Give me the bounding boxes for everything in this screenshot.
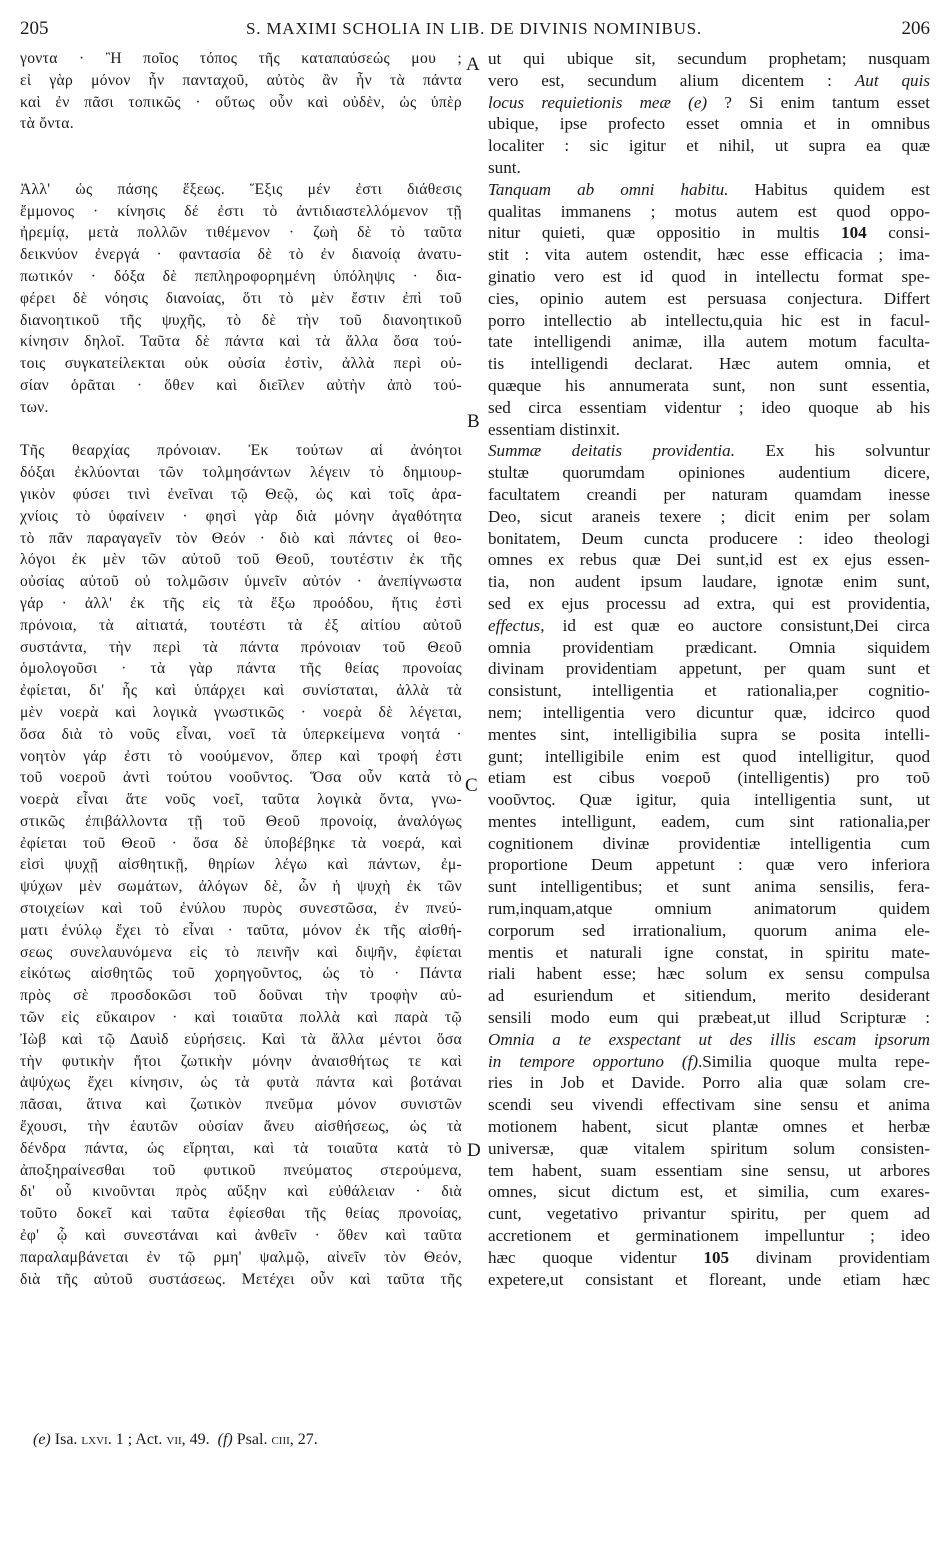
latin-text-line: omnes ex rebus quæ Dei sunt,id est ex ejus essen- — [488, 550, 930, 570]
latin-text-line: qualitas immanens ; motus autem est quod oppo- — [488, 201, 930, 221]
latin-text-line: sunt. — [488, 157, 521, 177]
latin-text-line: quæque his annumerata sunt, non sunt essentia, — [488, 375, 930, 395]
greek-text-line: μὲν νοερὰ καὶ λογικὰ γνωστικῶς · νοερὰ δὲ λέγεται, — [20, 703, 462, 721]
greek-text-line: ψύχων μὲν σωμάτων, ἀλόγων δὲ, ὧν ἡ ψυχὴ ἐκ τῶν — [20, 878, 462, 896]
greek-text-line: ἐφ' ᾧ καὶ συνεστάναι καὶ ἀνθεῖν · ὅθεν καὶ ταῦτα — [20, 1227, 462, 1245]
latin-text-line: rum,inquam,atque omnium animatorum quidem — [488, 899, 930, 919]
latin-text-line: Deo, sicut araneis texere ; dicit enim per solam — [488, 506, 930, 526]
greek-text-line: εἰκότως αἰσθητῶς τοῦ χορηγοῦντος, ὡς τὸ · Πάντα — [20, 965, 462, 983]
greek-text-line: Τῆς θεαρχίας πρόνοιαν. Ἐκ τούτων αἱ ἀνόητοι — [20, 442, 462, 460]
latin-text-line: stit : vita autem ostendit, hæc esse efficacia ; ima- — [488, 245, 930, 265]
margin-marker-b: B — [467, 411, 480, 432]
greek-text-line: λόγοι ἐκ μὲν τῶν αὐτοῦ τοῦ Θεοῦ, τουτέστιν ἐκ τῆς — [20, 551, 462, 569]
greek-text-line: νοητὸν γάρ ἐστι τὸ νοούμενον, ὅπερ καὶ τροφή ἐστι — [20, 747, 462, 765]
latin-text-line: Omnia a te exspectant ut des illis escam ipsorum — [488, 1029, 930, 1049]
latin-text-line: divinam providentiam appetunt, per quam sunt et — [488, 659, 930, 679]
latin-text-line: in tempore opportuno (f).Similia quoque multa repe- — [488, 1051, 930, 1071]
greek-text-line: ἐφίεται, δι' ἧς καὶ ὑπάρχει καὶ συνίσταται, ἀλλὰ τὰ — [20, 682, 462, 700]
page-header — [0, 18, 948, 42]
greek-text-line: ὁμολογοῦσι · τὰ γὰρ πάντα τῆς θείας προνοίας — [20, 660, 462, 678]
latin-text-line: ubique, ipse profecto esset omnia et in omnibus — [488, 114, 930, 134]
greek-text-line — [20, 419, 462, 441]
greek-text-line — [20, 157, 462, 179]
greek-text-line: τὴν φυτικὴν ἤτοι ζωτικὴν μόνην ἀναισθήτως τε καὶ — [20, 1052, 462, 1070]
latin-text-line: bonitatem, Deum cuncta producere : ideo theologi — [488, 528, 930, 548]
footnote: (e) Isa. lxvi. 1 ; Act. vii, 49. (f) Psal. ciii, 27. — [33, 1431, 318, 1448]
greek-text-line: οὐσίας αὐτοῦ οὐ τολμῶσιν ὑμνεῖν αὐτόν · ἀνεπίγνωστα — [20, 573, 462, 591]
greek-text-line: πρόνοια, τὰ αἰτιατά, τουτέστι τὰ ἐξ αἰτίου αὐτοῦ — [20, 616, 462, 634]
greek-text-line: τοῦτο δοκεῖ καὶ ταῦτα ἐφίεσθαι τῆς θείας προνοίας, — [20, 1205, 462, 1223]
greek-text-line: ματι ἐνύλῳ ἔχει τὸ εἶναι · ταῦτα, μόνον ἐκ τῆς αἰσθή- — [20, 921, 462, 939]
greek-text-line: φέρει δὲ νόησις διανοίας, ὅτι τὸ μὲν ἔστιν ἐπὶ τοῦ — [20, 289, 462, 307]
greek-text-line: στικῶς ἐπιβάλλοντα τῇ τοῦ Θεοῦ προνοίᾳ, ἀναλόγως — [20, 812, 462, 830]
greek-text-line: τῶν εἰς εὔκαιρον · καὶ τοιαῦτα πολλὰ καὶ παρὰ τῷ — [20, 1009, 462, 1027]
latin-text-line: νοοῦντος. Quæ igitur, quia intelligentia sunt, ut — [488, 790, 930, 810]
greek-text-line: νοερὰ εἶναι ἅτε νοῦς νοεῖ, ταῦτα λογικὰ ὄντα, γνω- — [20, 791, 462, 809]
greek-column — [20, 48, 462, 1290]
greek-text-line: τὰ ὄντα. — [20, 115, 74, 133]
latin-text-line: proportione Deum appetunt : quæ vero inferiora — [488, 855, 930, 875]
latin-text-line: vero est, secundum alium dicentem : Aut quis — [488, 70, 930, 90]
greek-text-line: γοντα · Ἢ ποῖος τόπος τῆς καταπαύσεώς μου ; — [20, 50, 462, 67]
latin-text-line: mentis et naturali igne constat, in spiritu mate- — [488, 942, 930, 962]
latin-text-line: cognitionem divinæ providentiæ intelligentia cum — [488, 833, 930, 853]
greek-text-line: ἐφίεται τοῦ Θεοῦ · ὅσα δὲ ὑποβέβηκε τὰ νοερά, καὶ — [20, 834, 462, 852]
greek-text-line: γικὸν φύσει τινὶ ἐνεῖναι τῷ Θεῷ, ὡς καὶ τοῖς ἀρα- — [20, 485, 462, 503]
greek-text-line: πωτικόν · δόξα δὲ πεπληροφορημένη ὑπόληψις · δια- — [20, 267, 462, 285]
greek-text-line: πᾶσαι, ἅτινα καὶ ζωτικὸν πνεῦμα μόνον συνιστῶν — [20, 1096, 462, 1114]
latin-text-line: tis intelligendi declarat. Hæc autem omnia, et — [488, 354, 930, 374]
page-number-right: 206 — [901, 18, 930, 39]
latin-text-line: ries in Job et Davide. Porro alia quæ solam cre- — [488, 1073, 930, 1093]
greek-text-line: ἔμμονος · κίνησις δέ ἐστι τὸ ἀντιδιαστελλόμενον τῇ — [20, 202, 462, 220]
greek-text-line: εἰσὶ ψυχῇ αἰσθητικῇ, θηρίων λέγω καὶ πάντων, ἐμ- — [20, 856, 462, 874]
greek-text-line: δι' οὗ κινοῦνται πρὸς αὔξην καὶ εὐθάλειαν · διὰ — [20, 1183, 462, 1201]
latin-text-line: scendi seu vivendi effectivam sine sensu et anima — [488, 1095, 930, 1115]
greek-text-line: δόξαι ἐκλύονται τῶν τολμησάντων λέγειν τὸ δημιουρ- — [20, 464, 462, 482]
page-number-left: 205 — [20, 18, 49, 39]
greek-text-line: γάρ · ἀλλ' ἐκ τῆς εἰς τὰ ἔξω προόδου, ἥτις ἐστὶ — [20, 594, 462, 612]
latin-text-line: sed circa essentiam videntur ; ideo quoque ab his — [488, 397, 930, 417]
greek-text-line: συστάντα, τὴν περὶ τὰ πάντα πρόνοιαν τοῦ Θεοῦ — [20, 638, 462, 656]
latin-text-line: tem habent, suam essentiam sine sensu, ut arbores — [488, 1160, 930, 1180]
latin-text-line: cunt, vegetativo privantur spiritu, per quem ad — [488, 1204, 930, 1224]
greek-text-line: τοῦ νοεροῦ ἀντὶ τούτου νοοῦντος. Ὅσα οὖν κατὰ τὸ — [20, 769, 462, 787]
latin-text-line: Tanquam ab omni habitu. Habitus quidem est — [488, 179, 930, 199]
latin-text-line: tate intelligendi animæ, illa autem motum faculta- — [488, 332, 930, 352]
latin-text-line: etiam est cibus νοεροῦ (intelligentis) pro τοῦ — [488, 768, 930, 788]
latin-text-line: locus requietionis meæ (e) ? Si enim tantum esset — [488, 92, 930, 112]
greek-text-line: τοις συγκατείλεκται οὐκ οὐσία ἐστὶν, ἀλλὰ περὶ οὐ- — [20, 355, 462, 373]
latin-text-line: sed ex ejus processu ad extra, qui est providentia, — [488, 593, 930, 613]
latin-text-line: mentes intelligunt, eadem, cum sint rationalia,per — [488, 811, 930, 831]
latin-text-line: ut qui ubique sit, secundum prophetam; nusquam — [488, 49, 930, 68]
latin-text-line: sensili modo eum qui præbeat,ut illud Scripturæ : — [488, 1008, 930, 1028]
greek-text-line: σίαν ὁρᾶται · ὅθεν καὶ διεῖλεν αὐτὴν ἀπὸ τού- — [20, 376, 462, 394]
margin-marker-a: A — [466, 54, 480, 75]
greek-text-line: Ἰὼβ καὶ τῷ Δαυὶδ εὑρήσεις. Καὶ τὰ ἄλλα μέντοι ὅσα — [20, 1030, 462, 1048]
latin-text-line: facultatem creandi per naturam quamdam inesse — [488, 484, 930, 504]
greek-text-line: καὶ ἐν πᾶσι τοπικῶς · οὕτως οὖν καὶ οὐδὲν, ὡς ὑπὲρ — [20, 93, 462, 111]
running-title: S. MAXIMI SCHOLIA IN LIB. DE DIVINIS NOMINIBUS. — [246, 19, 702, 38]
latin-text-line: corporum sed irrationalium, quorum anima ele- — [488, 920, 930, 940]
greek-text-line: ὅσα διὰ τὸ νοῦς εἶναι, νοεῖ τὰ ὑπερκείμενα νοητά · — [20, 725, 462, 743]
latin-text-line: tia, non audent ipsum laudare, ignotæ enim sunt, — [488, 572, 930, 592]
latin-text-line: accretionem et germinationem impelluntur ; ideo — [488, 1226, 930, 1246]
greek-text-line: εἰ γὰρ μόνον ἦν πανταχοῦ, αὐτὸς ἂν ἦν τὰ πάντα — [20, 71, 462, 89]
greek-text-line: διὰ τῆς αὐτοῦ συστάσεως. Μετέχει οὖν καὶ ταῦτα τῆς — [20, 1270, 462, 1288]
greek-text-line: χνίοις τὸ ὑφαίνειν · φησὶ γὰρ διὰ μόνην ἀγαθότητα — [20, 507, 462, 525]
greek-text-line: κίνησιν δηλοῖ. Ταῦτα δὲ πάντα καὶ τὰ ἄλλα ὅσα τού- — [20, 333, 462, 351]
latin-text-line: motionem habent, sicut plantæ omnes et herbæ — [488, 1117, 930, 1137]
latin-text-line: porro intellectio ab intellectu,quia hic est in facul- — [488, 310, 930, 330]
latin-column — [488, 48, 930, 1290]
latin-text-line: ginatio vero est id quod in intellectu format spe- — [488, 266, 930, 286]
latin-text-line: expetere,ut consistant et floreant, unde etiam hæc — [488, 1269, 930, 1289]
greek-text-line: των. — [20, 398, 49, 416]
latin-text-line: nitur quieti, quæ oppositio in multis 104 consi- — [488, 223, 930, 243]
latin-text-line: ad esuriendum et sitiendum, merito desiderant — [488, 986, 930, 1006]
greek-text-line: πρὸς σὲ προσδοκῶσι τοῦ δοῦναι τὴν τροφὴν αὐ- — [20, 987, 462, 1005]
latin-text-line: localiter : sic igitur et nihil, ut supra ea quæ — [488, 136, 930, 156]
greek-text-line: ἠρεμίᾳ, μετὰ πολλῶν τιθέμενον · ζωὴ δὲ τὸ ταῦτα — [20, 224, 462, 242]
latin-text-line: Summæ deitatis providentia. Ex his solvuntur — [488, 441, 930, 461]
greek-text-line: δένδρα πάντα, ὡς εἴρηται, καὶ τὰ τοιαῦτα κατὰ τὸ — [20, 1139, 462, 1157]
greek-text-line: τὸ πᾶν παραγαγεῖν τὸν Θεόν · διὸ καὶ πάντες οἱ θεο- — [20, 529, 462, 547]
latin-text-line: universæ, quæ vitalem spiritum solum consisten- — [488, 1138, 930, 1158]
latin-text-line: essentiam distinxit. — [488, 419, 620, 439]
latin-text-line: nem; intelligentia vero dicuntur quæ, idcirco quod — [488, 702, 930, 722]
greek-text-line: ἀψύχως ἔχει κίνησιν, ὡς τὰ φυτὰ πάντα καὶ βοτάναι — [20, 1074, 462, 1092]
greek-text-line: ἔχουσι, τὴν ἑαυτῶν οὐσίαν ἄνευ αἰσθήσεως, ὡς τὰ — [20, 1118, 462, 1136]
latin-text-line: omnia providentiam prædicant. Omnia siquidem — [488, 637, 930, 657]
latin-text-line: omnes, sicut dictum est, et similia, cum exares- — [488, 1182, 930, 1202]
greek-text-line: διανοητικοῦ τῆς ψυχῆς, τὸ δὲ τὴν τοῦ διανοητικοῦ — [20, 311, 462, 329]
latin-text-line: consistunt, intelligentia et rationalia,per cognitio- — [488, 681, 930, 701]
margin-marker-d: D — [467, 1140, 481, 1161]
greek-text-line: δεικνύον ἐνεργά · φαντασία δὲ τὸ ἐν διανοίᾳ ἀνατυ- — [20, 246, 462, 264]
greek-text-line — [20, 135, 462, 157]
latin-text-line: effectus, id est quæ eo auctore consistunt,Dei circa — [488, 615, 930, 635]
latin-text-line: hæc quoque videntur 105 divinam providentiam — [488, 1247, 930, 1267]
latin-text-line: cies, opinio autem est persuasa conjectura. Differt — [488, 288, 930, 308]
greek-text-line: σεως συνελαυνόμενα εἰς τὸ πεινῆν καὶ διψῆν, ἐφίεται — [20, 943, 462, 961]
latin-text-line: riali habent esse; hæc solum ex sensu compulsa — [488, 964, 930, 984]
greek-text-line: Ἀλλ' ὡς πάσης ἕξεως. Ἕξις μέν ἐστι διάθεσις — [20, 180, 462, 198]
latin-text-line: mentes sint, intelligibilia supra se posita intelli- — [488, 724, 930, 744]
latin-text-line: stultæ quorumdam opiniones audentium dicere, — [488, 463, 930, 483]
greek-text-line: ἀποξηραίνεσθαι τοῦ φυτικοῦ πνεύματος στερούμενα, — [20, 1161, 462, 1179]
margin-marker-c: C — [465, 775, 478, 796]
greek-text-line: παραλαμβάνεται ἐν τῷ ρμη' ψαλμῷ, αἰνεῖν τὸν Θεόν, — [20, 1248, 462, 1266]
latin-text-line: gunt; intelligibile enim est quod intelligitur, quod — [488, 746, 930, 766]
latin-text-line: sunt intelligentibus; et sunt anima sensilis, fera- — [488, 877, 930, 897]
greek-text-line: στοιχείων καὶ τοῦ ἐνύλου πυρὸς συνεστῶσα, ἐν πνεύ- — [20, 900, 462, 918]
